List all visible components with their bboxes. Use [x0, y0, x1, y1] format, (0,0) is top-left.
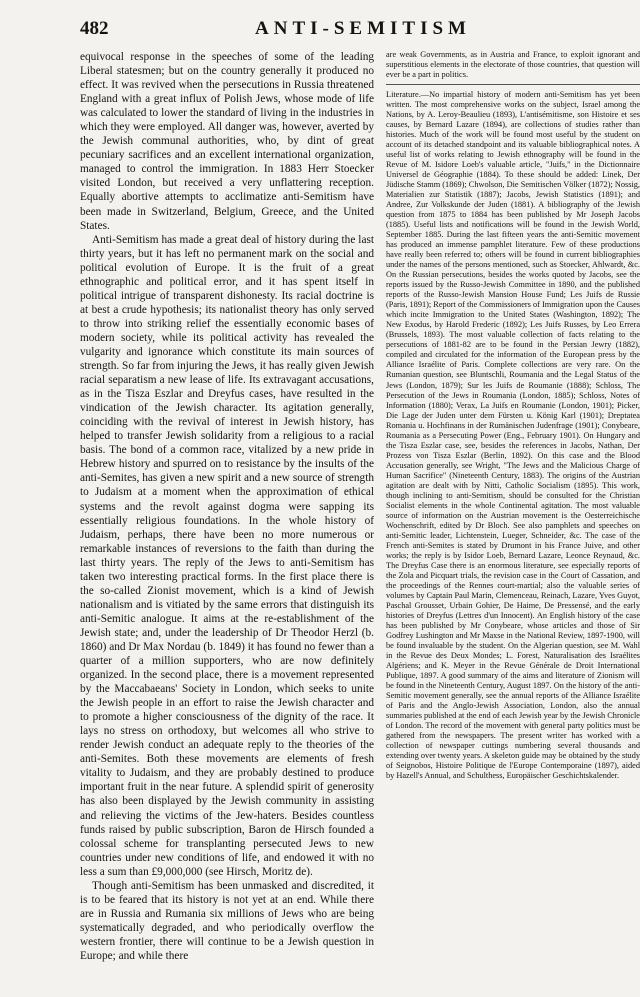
- running-head: ANTI-SEMITISM: [255, 18, 471, 39]
- page-number: 482: [80, 18, 109, 39]
- paragraph-continued: are weak Governments, as in Austria and France, to exploit ignorant and superstitious elements in the electorate of those countries, that question will ever be a part in politics.: [386, 50, 640, 80]
- left-column: [80, 50, 374, 990]
- right-column: [386, 50, 640, 990]
- paragraph: Anti-Semitism has made a great deal of history during the last thirty years, but it has left no permanent mark on the social and political evolution of Europe. It is the fruit of a great ethnographic and political error, and it has spent itself in political intrigue of transparent dishonesty. Its racial doctrine is at best a crude hypothesis; its nationalist theory has only served to throw into striking relief the essentially economic bases of modern society, while its political activity has revealed the vulgarity and ignorance which constitute its main sources of strength. So far from injuring the Jews, it has really given Jewish racial separatism a new lease of life. Its extravagant accusations, as in the Tisza Eszlar and Dreyfus cases, have resulted in the vindication of the Jewish character. Its agitation generally, coinciding with the revival of interest in Jewish history, has helped to transfer Jewish solidarity from a religious to a racial basis. The bond of a common race, vitalized by a new pride in Hebrew history and spurred on to resistance by the insults of the anti-Semites, has given a new spirit and a new source of strength to Judaism at a moment when the approximation of ethical systems and the revolt against dogma were sapping its essentially religious foundations. In the whole history of Judaism, perhaps, there have been no more numerous or remarkable instances of reversions to the faith than during the last thirty years. The reply of the Jews to anti-Semitism has taken two interesting practical forms. In the first place there is the so-called Zionist movement, which is a kind of Jewish nationalism and is vitiated by the same errors that distinguish its anti-Semitic analogue. It aims at the re-establishment of the Jewish state; and, under the leadership of Dr Theodor Herzl (b. 1860) and Dr Max Nordau (b. 1849) it has found no fewer than a quarter of a million supporters, who are now definitely organized. In the second place, there is a movement represented by the Maccabaeans' Society in London, which seeks to unite the Jewish people in an effort to raise the Jewish character and to promote a higher consciousness of the dignity of the race. It lays no stress on orthodoxy, but welcomes all who strive to render Jewish conduct an adequate reply to the theories of the anti-Semites. Both these movements are elements of fresh vitality to Judaism, and they are probably destined to produce important fruit in the near future. A splendid spirit of generosity has also been displayed by the Jewish community in assisting and relieving the victims of the Jew-haters. Besides countless funds raised by public subscription, Baron de Hirsch founded a colossal scheme for transplanting persecuted Jews to new countries under new conditions of life, and endowed it with no less a sum than £9,000,000 (see Hirsch, Moritz de).: [80, 233, 374, 878]
- divider: [386, 84, 640, 85]
- paragraph: Though anti-Semitism has been unmasked and discredited, it is to be feared that its history is not yet at an end. While there are in Russia and Rumania six millions of Jews who are being systematically degraded, and who periodically overflow the western frontier, there will continue to be a Jewish question in Europe; and while there: [80, 879, 374, 962]
- page-header: [80, 18, 632, 42]
- paragraph: equivocal response in the speeches of some of the leading Liberal statesmen; but on the country generally it produced no effect. It was revived when the persecutions in Russia threatened England with a great influx of Polish Jews, whose mode of life was calculated to lower the standard of living in the industries in which they were employed. All danger was, however, averted by the Jewish communal authorities, who, by dint of great pecuniary sacrifices and an excellent international organization, managed to control the immigration. In 1883 Herr Stoecker visited London, but received a very unflattering reception. Equally abortive attempts to acclimatize anti-Semitism have been made in Switzerland, Belgium, Greece, and the United States.: [80, 51, 374, 232]
- literature-section: Literature.—No impartial history of modern anti-Semitism has yet been written. The most comprehensive works on the subject, Israel among the Nations, by A. Leroy-Beaulieu (1893), L'antisémitisme, son Histoire et ses causes, by Bernard Lazare (1894), are collections of studies rather than histories. Much of the work will be found most useful by the student on account of its detached standpoint and its valuable bibliographical notes. A useful list of works relating to Jewish ethnography will be found in the Revue of M. Isidore Loeb's valuable article, "Juifs," in the Dictionnaire Universel de Géographie (1884). To these should be added: Linek, Der Jüdische Stamm (1869); Chwolson, Die Semitischen Völker (1872); Nossig, Materialien zur Statistik (1887); Jacobs, Jewish Statistics (1891); and Andree, Zur Volkskunde der Juden (1881). A bibliography of the Jewish question from 1875 to 1884 has been published by Mr Joseph Jacobs (1885). Useful lists and notifications will be found in the Jewish World, September 1885. During the last fifteen years the anti-Semitic movement has produced an immense pamphlet literature. Few of these productions have really been referred to; others will be found in current bibliographies under the names of the persons mentioned, such as Stoecker, Ahlwardt, &c. On the Russian persecutions, besides the works quoted by Jacobs, see the reports issued by the Russo-Jewish Committee in 1890, and the published reports of the Russo-Jewish Mansion House Fund; Les Juifs de Russie (Paris, 1891); Report of the Commissioners of Immigration upon the Causes which incite Immigration to the United States (Washington, 1892); The New Exodus, by Harold Frederic (1892); Les Juifs Russes, by Leo Errera (Brussels, 1893). The most valuable collection of facts relating to the persecutions of 1881-82 are to be found in the Persian Jewry (1882), compiled and circulated for the information of the European press by the Alliance Israélite of Paris. Complete collections are very rare. On the Rumanian question, see Bluntschli, Roumania and the Legal Status of the Jews (London, 1879); Sur les Juifs de Roumanie (1888); Schloss, The Persecution of the Jews in Roumania (London, 1885); Schloss, Notes of Information (1880); Verax, La Juifs en Roumanie (London, 1901); Picker, Die Lage der Juden unter dem Fürsten u. König Karl (1901); Dreptatea Romania u. Hochfinans in der Rumänischen Judenfrage (1901); Conybeare, Roumania as a Persecuting Power (Eng., February 1901). On Hungary and the Tisza Eszlar case, see, besides the references in Jacobs, Nathan, Der Prozess von Tisza Eszlar (Berlin, 1892). On this case and the Blood Accusation generally, see Wright, "The Jews and the Malicious Charge of Human Sacrifice" (Nineteenth Century, 1883). The origins of the Austrian agitation are dealt with by Nitti, Catholic Socialism (1895). This work, though inclining to anti-Semitism, should be consulted for the Christian Socialist elements in the whole Continental agitation. The most valuable source of information on the Austrian movement is the Oesterreichische Wochenschrift, edited by Dr Bloch. See also pamphlets and speeches on anti-Semitic leader, Lichtenstein, Lueger, Schneider, &c. The case of the French anti-Semites is stated by Drumont in his France Juive, and other works; the reply is by Isidor Loeb, Bernard Lazare, Leonce Reynaud, &c. The Dreyfus Case there is an enormous literature, see especially reports of the Zola and Picquart trials, the revision case in the Court of Cassation, and the proceedings of the Rennes court-martial; also the valuable series of volumes by Captain Paul Marin, Clemenceau, Reinach, Lazare, Yves Guyot, Paschal Grousset, Urbain Gohier, De Haime, De Pressensé, and the early histories of Dreyfus (Lettres d'un Innocent). An English history of the case has been published by Mr Conybeare, whose articles and those of Sir Godfrey Lushington and Mr Maxse in the National Review, 1897-1900, will be found invaluable by the student. On the Algerian question, see M. Wahl in the Revue des Deux Mondes; L. Forest, Naturalisation des Israélites Algériens; and K. Meyer in the Revue Générale de Droit International Publique, 1897. A good summary of the aims and literature of Zionism will be found in the Nineteenth Century, August 1897. On the history of the anti-Semitic movement generally, see the annual reports of the Alliance Israélite of Paris and the Anglo-Jewish Association, London, also the annual summaries published at the end of each Jewish year by the Jewish Chronicle of London. The record of the movement with general party politics must be gathered from the newspapers. The present writer has worked with a collection of newspaper cuttings numbering several thousands and extending over twenty years. A skeleton guide may be obtained by the study of Seignobos, Histoire Politique de l'Europe Contemporaine (1897), aided by Hazell's Annual, and Schulthess, Europäischer Geschichtskalender.: [386, 90, 640, 781]
